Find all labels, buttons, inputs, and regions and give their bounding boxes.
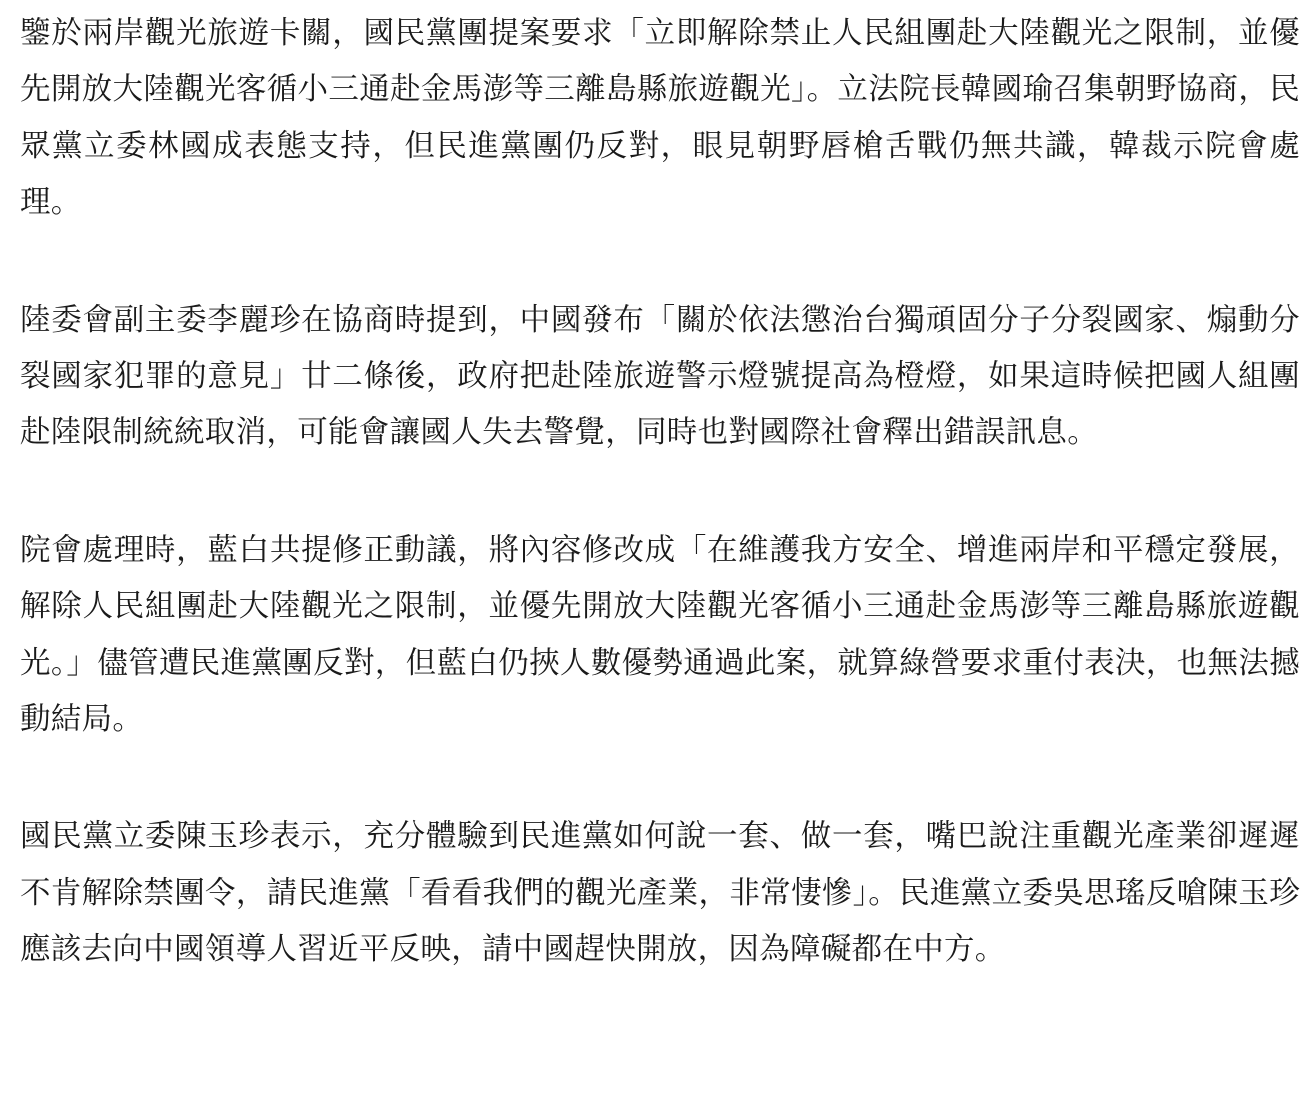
paragraph-2: 陸委會副主委李麗珍在協商時提到，中國發布「關於依法懲治台獨頑固分子分裂國家、煽動分裂國家犯罪的意見」廿二條後，政府把赴陸旅遊警示燈號提高為橙燈，如果這時候把國人組團赴陸限制統統取消，可能會讓國人失去警覺，同時也對國際社會釋出錯誤訊息。 — [20, 302, 1300, 451]
paragraph-4: 國民黨立委陳玉珍表示，充分體驗到民進黨如何說一套、做一套，嘴巴說注重觀光產業卻遲遲不肯解除禁團令，請民進黨「看看我們的觀光產業，非常悽慘」。民進黨立委吳思瑤反嗆陳玉珍應該去向中國領導人習近平反映，請中國趕快開放，因為障礙都在中方。 — [20, 819, 1300, 968]
paragraph-3: 院會處理時，藍白共提修正動議，將內容修改成「在維護我方安全、增進兩岸和平穩定發展，解除人民組團赴大陸觀光之限制，並優先開放大陸觀光客循小三通赴金馬澎等三離島縣旅遊觀光。」儘管遭民進黨團反對，但藍白仍挾人數優勢通過此案，就算綠營要求重付表決，也無法撼動結局。 — [20, 532, 1300, 738]
paragraph-1: 鑒於兩岸觀光旅遊卡關，國民黨團提案要求「立即解除禁止人民組團赴大陸觀光之限制，並優先開放大陸觀光客循小三通赴金馬澎等三離島縣旅遊觀光」。立法院長韓國瑜召集朝野協商，民眾黨立委林國成表態支持，但民進黨團仍反對，眼見朝野唇槍舌戰仍無共識，韓裁示院會處理。 — [20, 16, 1300, 221]
article-body — [20, 6, 1300, 979]
